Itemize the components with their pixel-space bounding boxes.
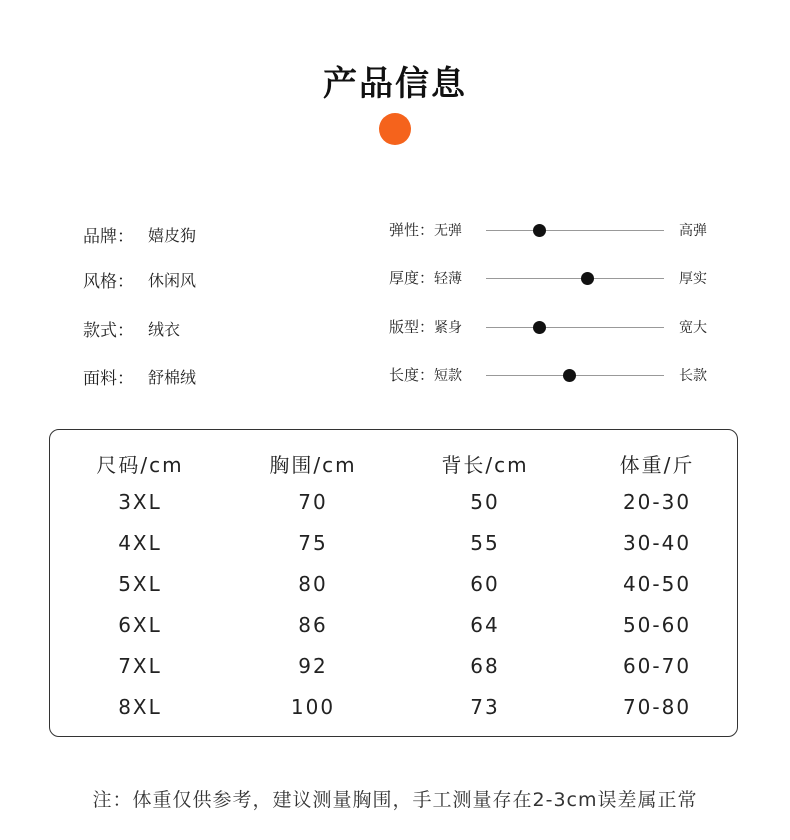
scale-knob [563, 369, 576, 382]
scale-length [389, 364, 719, 388]
attr-type [83, 316, 181, 341]
attr-style [83, 267, 197, 292]
table-cell: 4XL [118, 531, 162, 555]
scale-low: 紧身 [434, 320, 463, 336]
attr-fabric [83, 364, 197, 389]
table-cell: 7XL [118, 654, 162, 678]
scale-label: 版型：紧身 [389, 318, 463, 336]
scale-label: 弹性：无弹 [389, 221, 463, 239]
table-cell: 70-80 [622, 695, 692, 719]
table-cell: 64 [470, 613, 500, 637]
table-header: 体重/斤 [619, 453, 695, 477]
scale-label: 长度：短款 [389, 366, 463, 384]
attr-value: 嬉皮狗 [148, 226, 197, 245]
attr-value: 绒衣 [148, 320, 181, 339]
attr-label: 品牌： [83, 227, 134, 247]
scale-track [486, 278, 664, 279]
table-cell: 86 [298, 613, 328, 637]
table-header: 背长/cm [441, 453, 529, 477]
attr-brand [83, 222, 197, 247]
scale-low: 轻薄 [434, 271, 463, 287]
table-cell: 30-40 [622, 531, 692, 555]
table-cell: 60 [470, 572, 500, 596]
table-cell: 73 [470, 695, 500, 719]
attr-value: 休闲风 [148, 271, 197, 290]
scale-low: 短款 [434, 368, 463, 384]
scale-low: 无弹 [434, 223, 463, 239]
scale-label: 厚度：轻薄 [389, 269, 463, 287]
attr-label: 款式： [83, 321, 134, 341]
scale-elasticity [389, 219, 719, 243]
footnote: 注：体重仅供参考，建议测量胸围，手工测量存在2-3cm误差属正常 [92, 789, 698, 811]
page-title: 产品信息 [323, 64, 467, 104]
size-table [49, 429, 738, 737]
scale-high: 高弹 [679, 223, 707, 239]
scale-knob [581, 272, 594, 285]
scale-thickness [389, 267, 719, 291]
scale-high: 厚实 [679, 271, 707, 287]
table-cell: 55 [470, 531, 500, 555]
table-cell: 3XL [118, 490, 162, 514]
attr-label: 面料： [83, 369, 134, 389]
table-cell: 8XL [118, 695, 162, 719]
table-header: 胸围/cm [269, 453, 357, 477]
attr-value: 舒棉绒 [148, 368, 197, 387]
table-cell: 75 [298, 531, 328, 555]
scale-fit [389, 316, 719, 340]
table-cell: 50-60 [622, 613, 692, 637]
scale-knob [533, 224, 546, 237]
scale-knob [533, 321, 546, 334]
table-cell: 20-30 [622, 490, 692, 514]
table-header: 尺码/cm [96, 453, 184, 477]
table-cell: 6XL [118, 613, 162, 637]
table-cell: 100 [290, 695, 336, 719]
table-cell: 40-50 [622, 572, 692, 596]
table-cell: 60-70 [622, 654, 692, 678]
accent-dot [379, 113, 411, 145]
table-cell: 50 [470, 490, 500, 514]
scale-track [486, 327, 664, 328]
table-cell: 5XL [118, 572, 162, 596]
scale-track [486, 230, 664, 231]
scale-high: 宽大 [679, 320, 707, 336]
table-cell: 92 [298, 654, 328, 678]
table-cell: 68 [470, 654, 500, 678]
table-cell: 70 [298, 490, 328, 514]
attr-label: 风格： [83, 272, 134, 292]
scale-high: 长款 [679, 368, 707, 384]
table-cell: 80 [298, 572, 328, 596]
